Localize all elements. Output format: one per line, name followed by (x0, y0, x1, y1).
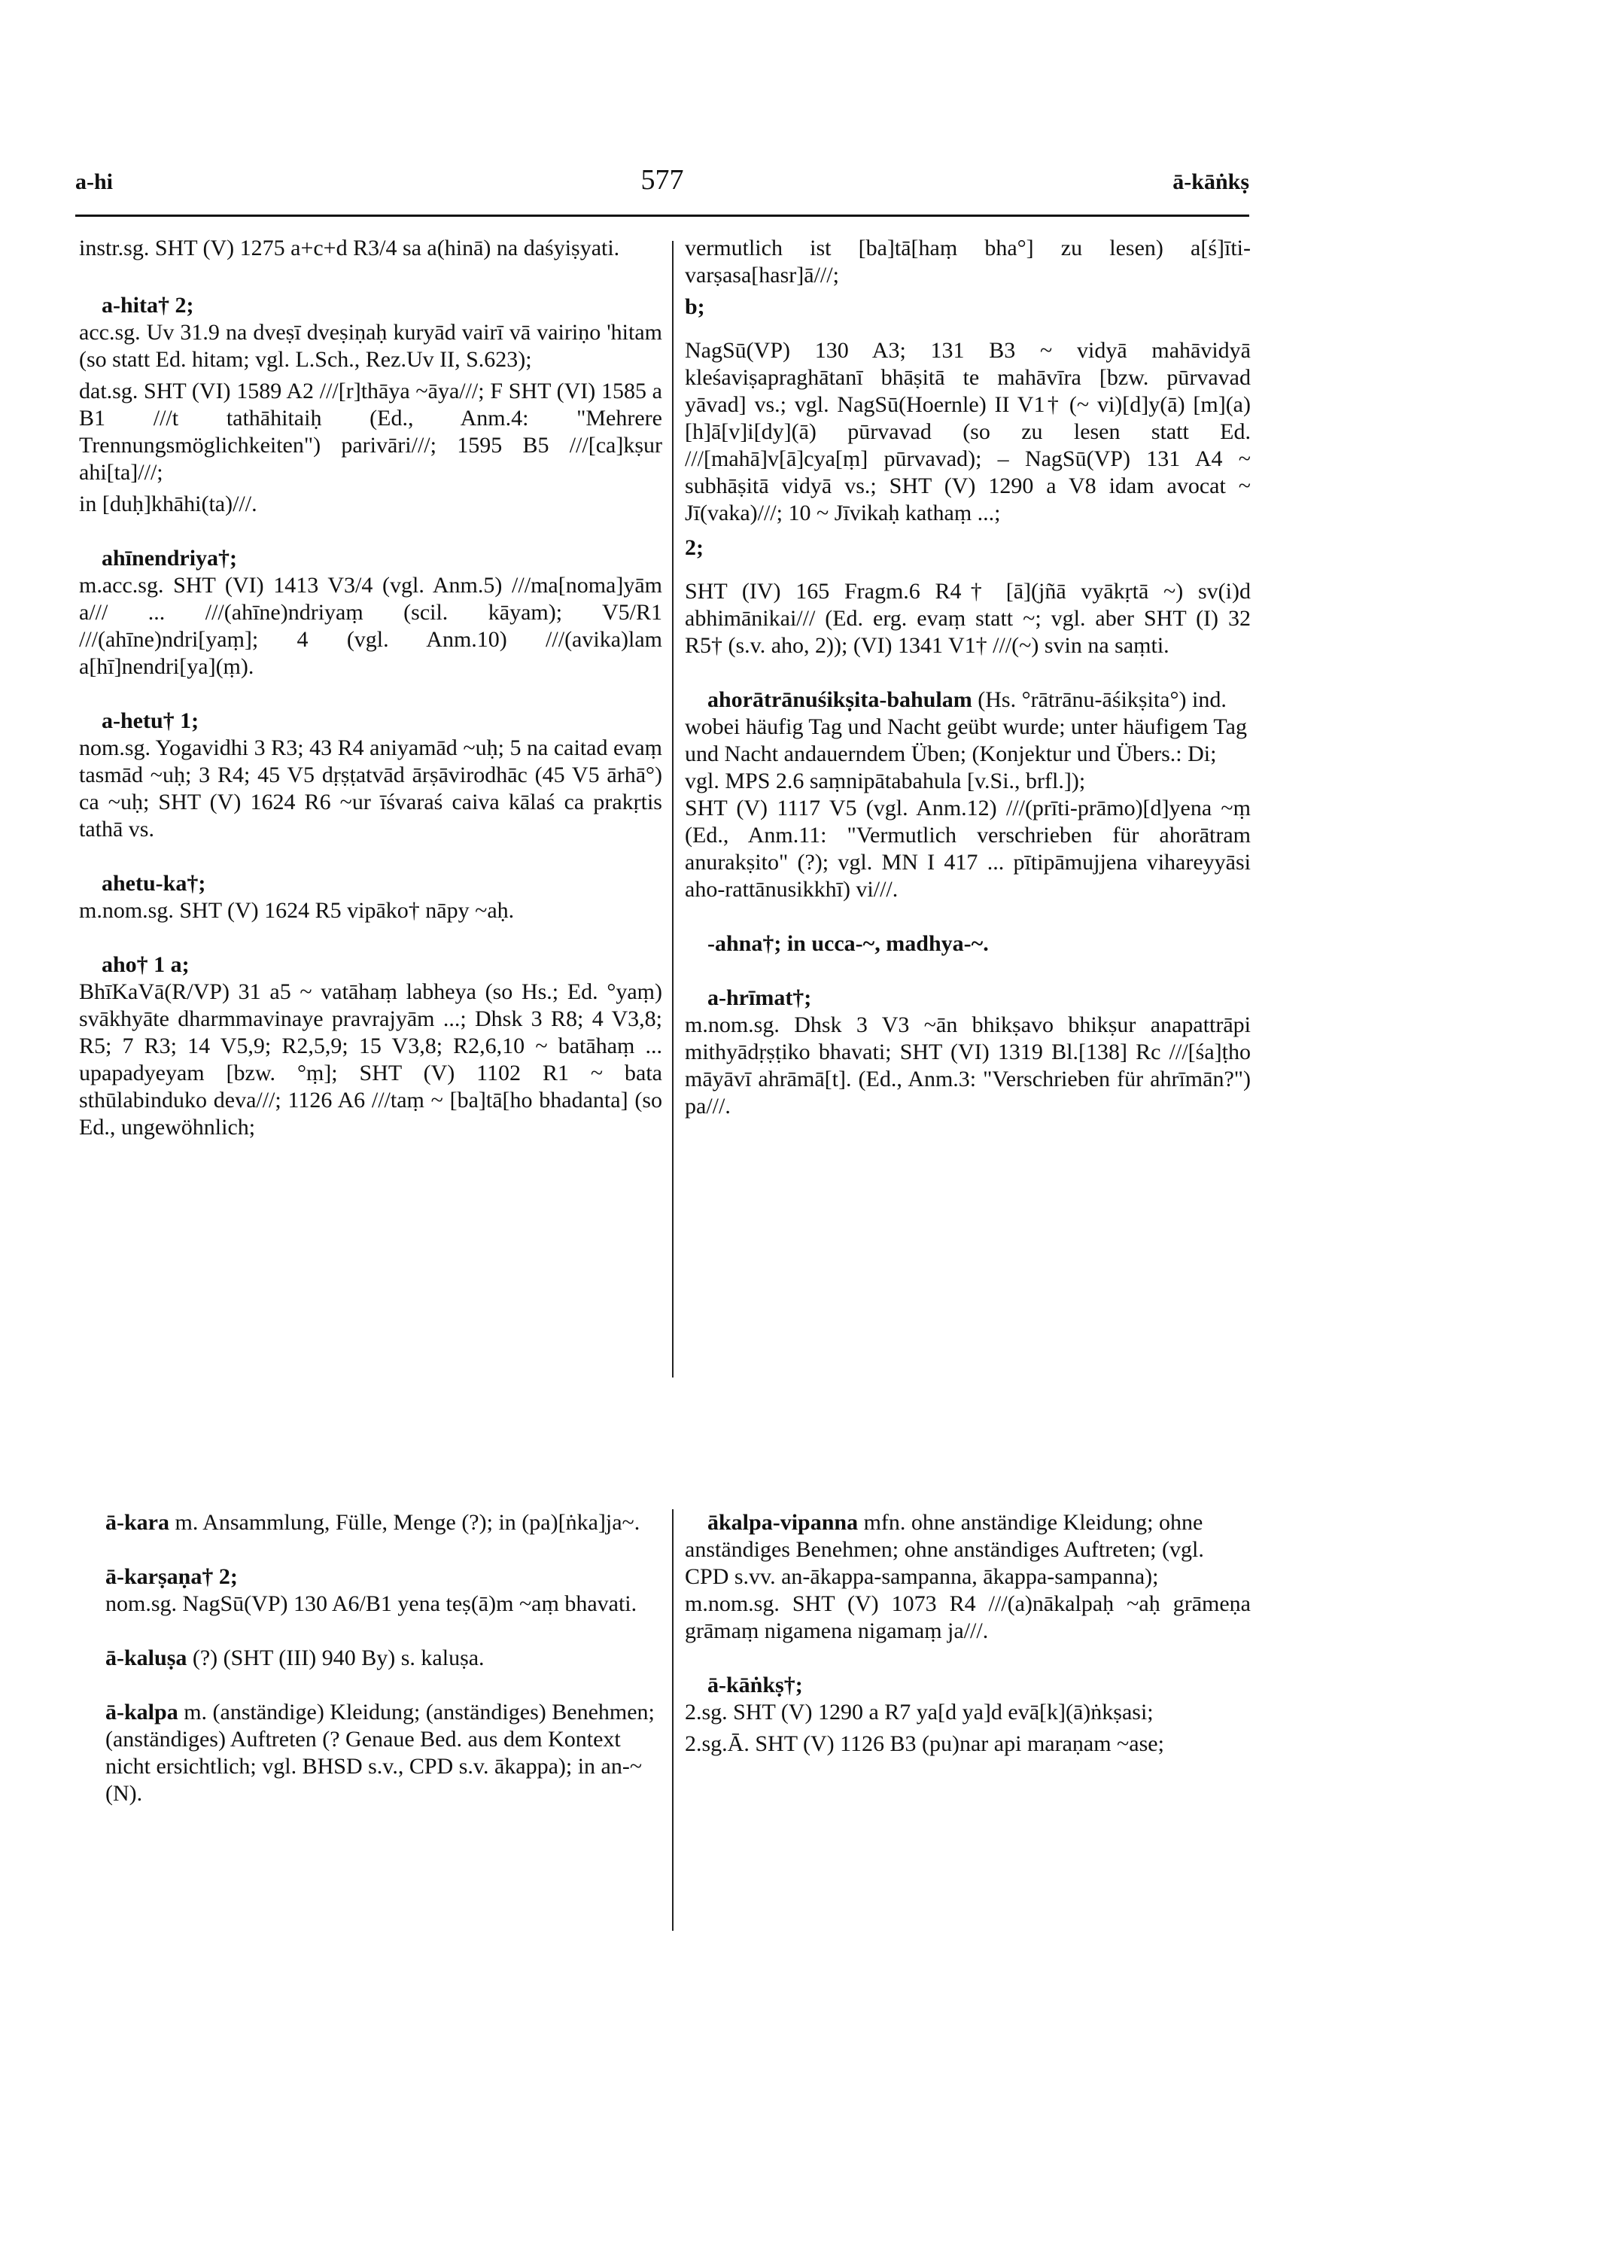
entry-text: BhīKaVā(R/VP) 31 a5 ~ vatāhaṃ labheya (so Hs.; Ed. °yaṃ) svākhyāte dharmmavinaye pravrajyām ...; Dhsk 3 R8; 4 V3,8; R5; 7 R3; 14 V5,9; R2,5,9; 15 V3,8; R2,6,10 ~ batāhaṃ ... upapadyeyam [bzw. °ṃ]; SHT (V) 1102 R1 ~ bata sthūlabinduko deva///; 1126 A6 ///taṃ ~ [ba]tā[ho bhadanta] (so Ed., ungewöhnlich; (79, 979, 662, 1140)
entry (105, 1699, 662, 1807)
headword: ā-kaluṣa (105, 1645, 187, 1670)
column-bottom-left (105, 1509, 662, 1834)
entry-text: m.nom.sg. Dhsk 3 V3 ~ān bhikṣavo bhikṣur anapattrāpi mithyādṛṣṭiko bhavati; SHT (VI) 1319 Bl.[138] Rc ///[śa]ṭho māyāvī ahrāmā[t]. (Ed., Anm.3: "Verschrieben für ahrīmān?") pa///. (685, 1012, 1251, 1119)
entry (685, 534, 1251, 659)
entry-text: dat.sg. SHT (VI) 1589 A2 ///[r]thāya ~āya///; F SHT (VI) 1585 a B1 ///t tathāhitaiḥ (Ed., Anm.4: "Mehrere Trennungsmöglichkeiten") parivāri///; 1595 B5 ///[ca]kṣur ahi[ta]///; (79, 379, 662, 485)
entry-text: mfn. ohne anständige Kleidung; ohne anständiges Benehmen; ohne anständiges Auftreten; (vgl. CPD s.vv. an-ākappa-sampanna, ākappa-sampanna); (685, 1510, 1204, 1589)
entry-text: nom.sg. Yogavidhi 3 R3; 43 R4 aniyamād ~uḥ; 5 na caitad evaṃ tasmād ~uḥ; 3 R4; 45 V5 dṛṣṭatvād ārṣāvirodhāc (45 V5 ārhā°) ca ~uḥ; SHT (V) 1624 R6 ~ur īśvaraś caiva kālaś ca prakṛtis tathā vs. (79, 735, 662, 842)
entry-text: m. (anständige) Kleidung; (anständiges) Benehmen; (anständiges) Auftreten (? Genaue Bed. aus dem Kontext nicht ersichtlich; vgl. BHSD s.v., CPD s.v. ākappa); in an-~ (N). (105, 1700, 655, 1806)
entry (105, 1563, 662, 1618)
headword: ā-kalpa (105, 1700, 178, 1725)
column-top-left (79, 235, 662, 1168)
headword: 2; (685, 535, 704, 560)
headword: ahorātrānuśikṣita-bahulam (707, 687, 972, 712)
entry-text: 2.sg. SHT (V) 1290 a R7 ya[d ya]d evā[k](ā)ṅkṣasi; (685, 1700, 1154, 1725)
entry-text: SHT (IV) 165 Fragm.6 R4† [ā](jñā vyākṛtā ~) sv(i)d abhimānikai/// (Ed. erg. evaṃ statt ~; vgl. aber SHT (I) 32 R5† (s.v. aho, 2)); (VI) 1341 V1† ///(~) svin na saṃti. (685, 579, 1251, 658)
entry-text: m.acc.sg. SHT (VI) 1413 V3/4 (vgl. Anm.5) ///ma[noma]yām a/// ... ///(ahīne)ndriyaṃ (scil. kāyam); V5/R1 ///(ahīne)ndri[yaṃ]; 4 (vgl. Anm.10) ///(avika)lam a[hī]nendri[ya](ṃ). (79, 573, 662, 679)
entry (79, 292, 662, 518)
headword: ahīnendriya†; (102, 546, 238, 571)
entry (79, 951, 662, 1141)
entry (685, 294, 1251, 527)
entry (105, 1645, 662, 1672)
entry-text: m.nom.sg. SHT (V) 1624 R5 vipāko† nāpy ~aḥ. (79, 898, 515, 923)
entry-text: in [duḥ]khāhi(ta)///. (79, 492, 257, 516)
headword: ahetu-ka†; (102, 871, 206, 896)
entry (685, 686, 1251, 903)
entry-text: m.nom.sg. SHT (V) 1073 R4 ///(a)nākalpaḥ ~aḥ grāmeṇa grāmaṃ nigamena nigamaṃ ja///. (685, 1591, 1251, 1643)
header-left-guideword: a-hi (75, 169, 114, 194)
entry-text: SHT (V) 1117 V5 (vgl. Anm.12) ///(prīti-prāmo)[d]yena ~ṃ (Ed., Anm.11: "Vermutlich verschrieben für ahorātram anurakṣito" (?); vgl. MN I 417 ... pītipāmujjena vihareyyāsi aho-rattānusikkhī) vi///. (685, 796, 1251, 902)
entry (105, 1509, 662, 1536)
column-divider-top (672, 241, 674, 1378)
column-top-right (685, 235, 1251, 1147)
entry (685, 985, 1251, 1120)
intro-text: vermutlich ist [ba]tā[haṃ bha°] zu lesen) a[ś]īti-varṣasa[hasr]ā///; (685, 236, 1251, 288)
page-header (75, 164, 1249, 215)
header-rule (75, 215, 1249, 217)
headword: a-hetu† 1; (102, 708, 199, 733)
entry (685, 1509, 1251, 1645)
page-number: 577 (640, 164, 684, 196)
entry (685, 1672, 1251, 1758)
headword: a-hita† 2; (102, 293, 194, 318)
headword: b; (685, 294, 705, 319)
column-bottom-right (685, 1509, 1251, 1785)
entry-text: acc.sg. Uv 31.9 na dveṣī dveṣiṇaḥ kuryād vairī vā vairiṇo 'hitam (so statt Ed. hitam; vgl. L.Sch., Rez.Uv II, S.623); (79, 320, 662, 372)
headword: ā-kāṅkṣ†; (707, 1673, 803, 1697)
headword: aho† 1 a; (102, 952, 190, 977)
entry-text: NagSū(VP) 130 A3; 131 B3 ~ vidyā mahāvidyā kleśaviṣapraghātanī bhāṣitā te mahāvīra [bzw. pūrvavad yāvad] vs.; vgl. NagSū(Hoernle) II V1† (~ vi)[d]y(ā) [m](a)[h]ā[v]i[dy](ā) pūrvavad (so zu lesen statt Ed. ///[mahā]v[ā]cya[ṃ] pūrvavad); – NagSū(VP) 131 A4 ~ subhāṣitā vidyā vs.; SHT (V) 1290 a V8 idam avocat ~ Jī(vaka)///; 10 ~ Jīvikaḥ kathaṃ ...; (685, 338, 1251, 525)
entry-text: m. Ansammlung, Fülle, Menge (?); in (pa)[ṅka]ja~. (175, 1510, 640, 1535)
headword: ākalpa-vipanna (707, 1510, 859, 1535)
header-right-guideword: ā-kāṅkṣ (1172, 169, 1249, 194)
headword: -ahna†; in ucca-~, madhya-~. (707, 931, 989, 956)
headword: ā-kara (105, 1510, 169, 1535)
entry-text: 2.sg.Ā. SHT (V) 1126 B3 (pu)nar api maraṇam ~ase; (685, 1731, 1164, 1756)
entry-text: nom.sg. NagSū(VP) 130 A6/B1 yena teṣ(ā)m ~aṃ bhavati. (105, 1591, 637, 1616)
headword: a-hrīmat†; (707, 985, 812, 1010)
column-divider-bottom (672, 1509, 674, 1931)
entry (79, 708, 662, 843)
entry-text: (?) (SHT (III) 940 By) s. kaluṣa. (192, 1645, 485, 1670)
entry (79, 545, 662, 680)
entry-text: (Hs. °rātrānu-āśikṣita°) ind. wobei häufig Tag und Nacht geübt wurde; unter häufigem Tag und Nacht andauerndem Üben; (Konjektur und Übers.: Di; vgl. MPS 2.6 saṃnipātabahula [v.Si., brfl.]); (685, 687, 1247, 793)
intro-text: instr.sg. SHT (V) 1275 a+c+d R3/4 sa a(hinā) na daśyiṣyati. (79, 236, 620, 260)
entry (685, 930, 1251, 957)
entry (79, 870, 662, 924)
headword: ā-karṣaṇa† 2; (105, 1564, 238, 1589)
